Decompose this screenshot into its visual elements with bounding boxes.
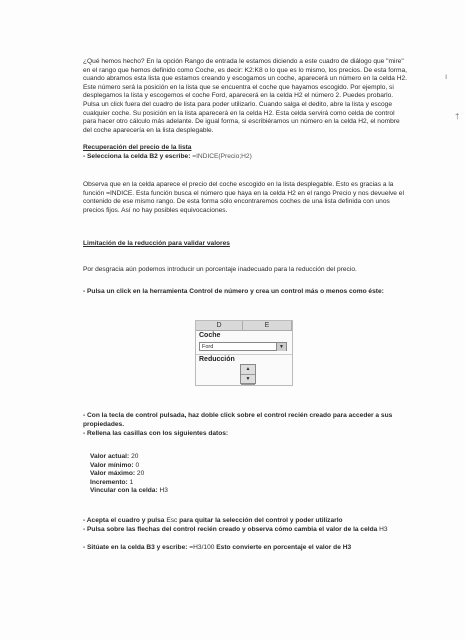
step-control-numero: - Pulsa un click en la herramienta Control de número y crea un control más o menos como éste: bbox=[83, 288, 384, 295]
arrow-up-icon[interactable]: ▲ bbox=[241, 365, 255, 375]
chevron-down-icon[interactable]: ▼ bbox=[276, 343, 286, 351]
arrow-down-icon[interactable]: ▼ bbox=[241, 375, 255, 385]
step-pulsa-flechas bbox=[83, 526, 408, 535]
step-selecciona-b2-text: - Selecciona la celda B2 y escribe: bbox=[83, 153, 191, 160]
properties-list bbox=[90, 453, 330, 496]
car-dropdown[interactable] bbox=[199, 342, 287, 351]
heading-recuperacion: Recuperación del precio de la lista bbox=[83, 144, 192, 151]
scan-mark: † bbox=[455, 112, 460, 121]
step-situate-b3-text: - Sitúate en la celda B3 y escribe: bbox=[83, 544, 188, 551]
paragraph-observa: Observa que en la celda aparece el precio del coche escogido en la lista desplegable. Esto es gracias a la función =INDICE. Esta función busca el número que haya en la celda H2 en el rango Precio y nos devuelve el contenido de ese mismo rango. De esta forma sólo encontraremos coches de una lista definida con unos precios fijos. Así no hay posibles equivocaciones. bbox=[83, 181, 404, 214]
prop-value: 0 bbox=[135, 461, 140, 469]
prop-valor-actual bbox=[90, 453, 415, 462]
prop-label: Valor mínimo: bbox=[90, 461, 134, 469]
step-acepta-text: - Acepta el cuadro y pulsa bbox=[83, 517, 165, 524]
row-divider bbox=[196, 354, 292, 355]
car-dropdown-value: Ford bbox=[202, 344, 214, 350]
step-acepta-rest: para quitar la selección del control y poder utilizarlo bbox=[179, 517, 343, 524]
step-selecciona-b2 bbox=[83, 153, 408, 162]
prop-label: Incremento: bbox=[90, 478, 128, 486]
formula-indice: =INDICE(Precio;H2) bbox=[192, 153, 252, 160]
prop-label: Vincular con la celda: bbox=[90, 487, 158, 495]
key-esc: Esc bbox=[166, 517, 178, 524]
cell-label-reduccion: Reducción bbox=[199, 356, 235, 363]
prop-valor-minimo bbox=[90, 462, 415, 471]
step-situate-b3-rest: Esto convierte en porcentaje el valor de H3 bbox=[216, 544, 352, 551]
prop-value: 20 bbox=[136, 470, 145, 478]
prop-value: H3 bbox=[159, 487, 168, 495]
heading-limitacion: Limitación de la reducción para validar valores bbox=[83, 240, 230, 247]
prop-incremento bbox=[90, 479, 415, 488]
cell-label-coche: Coche bbox=[199, 332, 221, 339]
spreadsheet-example bbox=[195, 320, 293, 386]
paragraph-intro: ¿Qué hemos hecho? En la opción Rango de entrada le estamos diciendo a este cuadro de diálogo que "mire" en el rango que hemos definido como Coche, es decir: K2:K8 o lo que es lo mismo, los precios. De esta forma, cuando abramos esta lista que estamos creando y escogamos un coche, aparecerá un número en la celda H2. Este número será la posición en la lista que se encuentra el coche que hayamos escogido. Por ejemplo, si desplegamos la lista y escogemos el coche Ford, aparecerá en la celda H2 el número 2. Puedes probarlo. Pulsa un click fuera del cuadro de lista para poder utilizarlo. Cuando salga el dedito, abre la lista y escoge cualquier coche. Su posición en la lista aparecerá en la celda H2. Esta celda servirá como celda de control para hacer otro cálculo más adelante. De igual forma, si escribiéramos un número en la celda H2, el nombre del coche aparecería en la lista desplegable. bbox=[83, 58, 408, 134]
step-situate-b3 bbox=[83, 544, 408, 553]
prop-value: 20 bbox=[131, 453, 139, 460]
step-rellena: - Rellena las casillas con los siguientes datos: bbox=[83, 430, 229, 437]
number-spinner[interactable] bbox=[240, 364, 256, 384]
prop-vincular-celda bbox=[90, 487, 415, 496]
prop-label: Valor máximo: bbox=[90, 470, 136, 478]
column-header-d: D bbox=[196, 321, 243, 331]
formula-h3-100: =H3/100 bbox=[189, 544, 215, 551]
step-pulsa-flechas-text: - Pulsa sobre las flechas del control recién creado y observa cómo cambia el valor de la celda bbox=[83, 526, 378, 533]
prop-value: 1 bbox=[129, 478, 134, 486]
prop-valor-maximo bbox=[90, 470, 415, 479]
prop-label: Valor actual: bbox=[90, 453, 130, 460]
column-header-e: E bbox=[243, 321, 292, 331]
paragraph-por-desgracia: Por desgracia aún podemos introducir un porcentaje inadecuado para la reducción del precio. bbox=[83, 266, 357, 273]
scan-mark: ı bbox=[445, 72, 448, 81]
cell-h3: H3 bbox=[379, 526, 388, 533]
step-acepta bbox=[83, 517, 408, 526]
step-doble-click: - Con la tecla de control pulsada, haz doble click sobre el control recién creado para acceder a sus propiedades. bbox=[83, 412, 393, 428]
